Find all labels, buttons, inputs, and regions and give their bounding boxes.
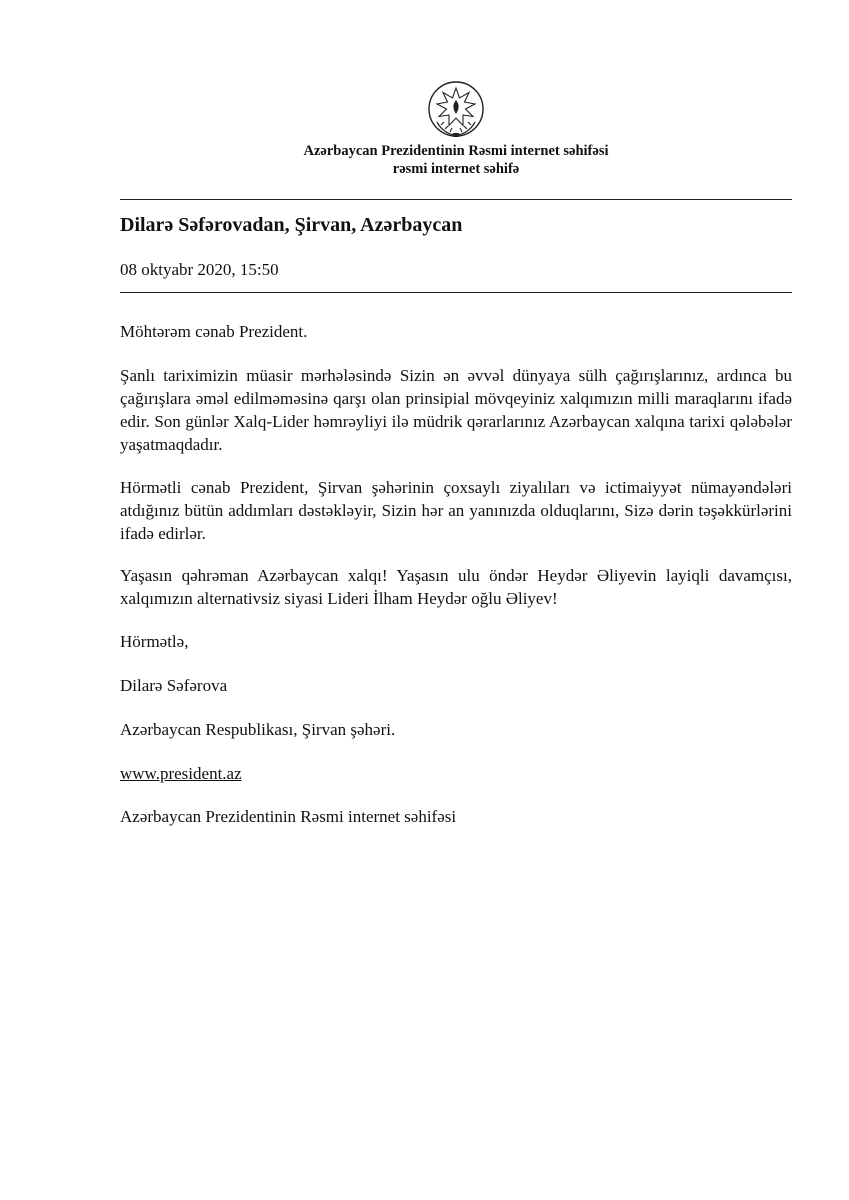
site-subtitle: rəsmi internet səhifə bbox=[392, 161, 520, 177]
letter-title: Dilarə Səfərovadan, Şirvan, Azərbaycan bbox=[120, 214, 463, 236]
letter-location: Azərbaycan Respublikası, Şirvan şəhəri. bbox=[120, 720, 396, 739]
state-emblem-icon bbox=[423, 78, 489, 144]
title-divider bbox=[120, 292, 792, 293]
letter-signature: Dilarə Səfərova bbox=[120, 676, 228, 695]
site-title: Azərbaycan Prezidentinin Rəsmi internet səhifəsi bbox=[303, 143, 609, 159]
website-link[interactable]: www.president.az bbox=[120, 764, 242, 783]
letter-paragraph-3: Yaşasın qəhrəman Azərbaycan xalqı! Yaşasın ulu öndər Heydər Əliyevin layiqli davamçısı, xalqımızın alternativsiz siyasi Lideri İlham Heydər oğlu Əliyev! bbox=[120, 566, 792, 608]
letter-date: 08 oktyabr 2020, 15:50 bbox=[120, 260, 279, 279]
letter-greeting: Möhtərəm cənab Prezident. bbox=[120, 322, 308, 341]
letter-closing: Hörmətlə, bbox=[120, 632, 189, 651]
top-divider bbox=[120, 199, 792, 200]
letter-paragraph-1: Şanlı tariximizin müasir mərhələsində Sizin ən əvvəl dünyaya sülh çağırışlarınız, ardınca bu çağırışlara əməl edilməməsinə qarşı olan prinsipial mövqeyiniz xalqımızın milli maraqlarını ifadə edir. Son günlər Xalq-Lider həmrəyliyi ilə müdrik qərarlarınız Azərbaycan xalqına tarixi qələbələr yaşatmaqdadır. bbox=[120, 366, 792, 454]
letter-paragraph-2: Hörmətli cənab Prezident, Şirvan şəhərinin çoxsaylı ziyalıları və ictimaiyyət nümayəndələri atdığınız bütün addımları dəstəkləyir, Sizin hər an yanınızda olduqlarını, Sizə dərin təşəkkürlərini ifadə edirlər. bbox=[120, 478, 792, 543]
source-line: Azərbaycan Prezidentinin Rəsmi internet səhifəsi bbox=[120, 807, 457, 826]
